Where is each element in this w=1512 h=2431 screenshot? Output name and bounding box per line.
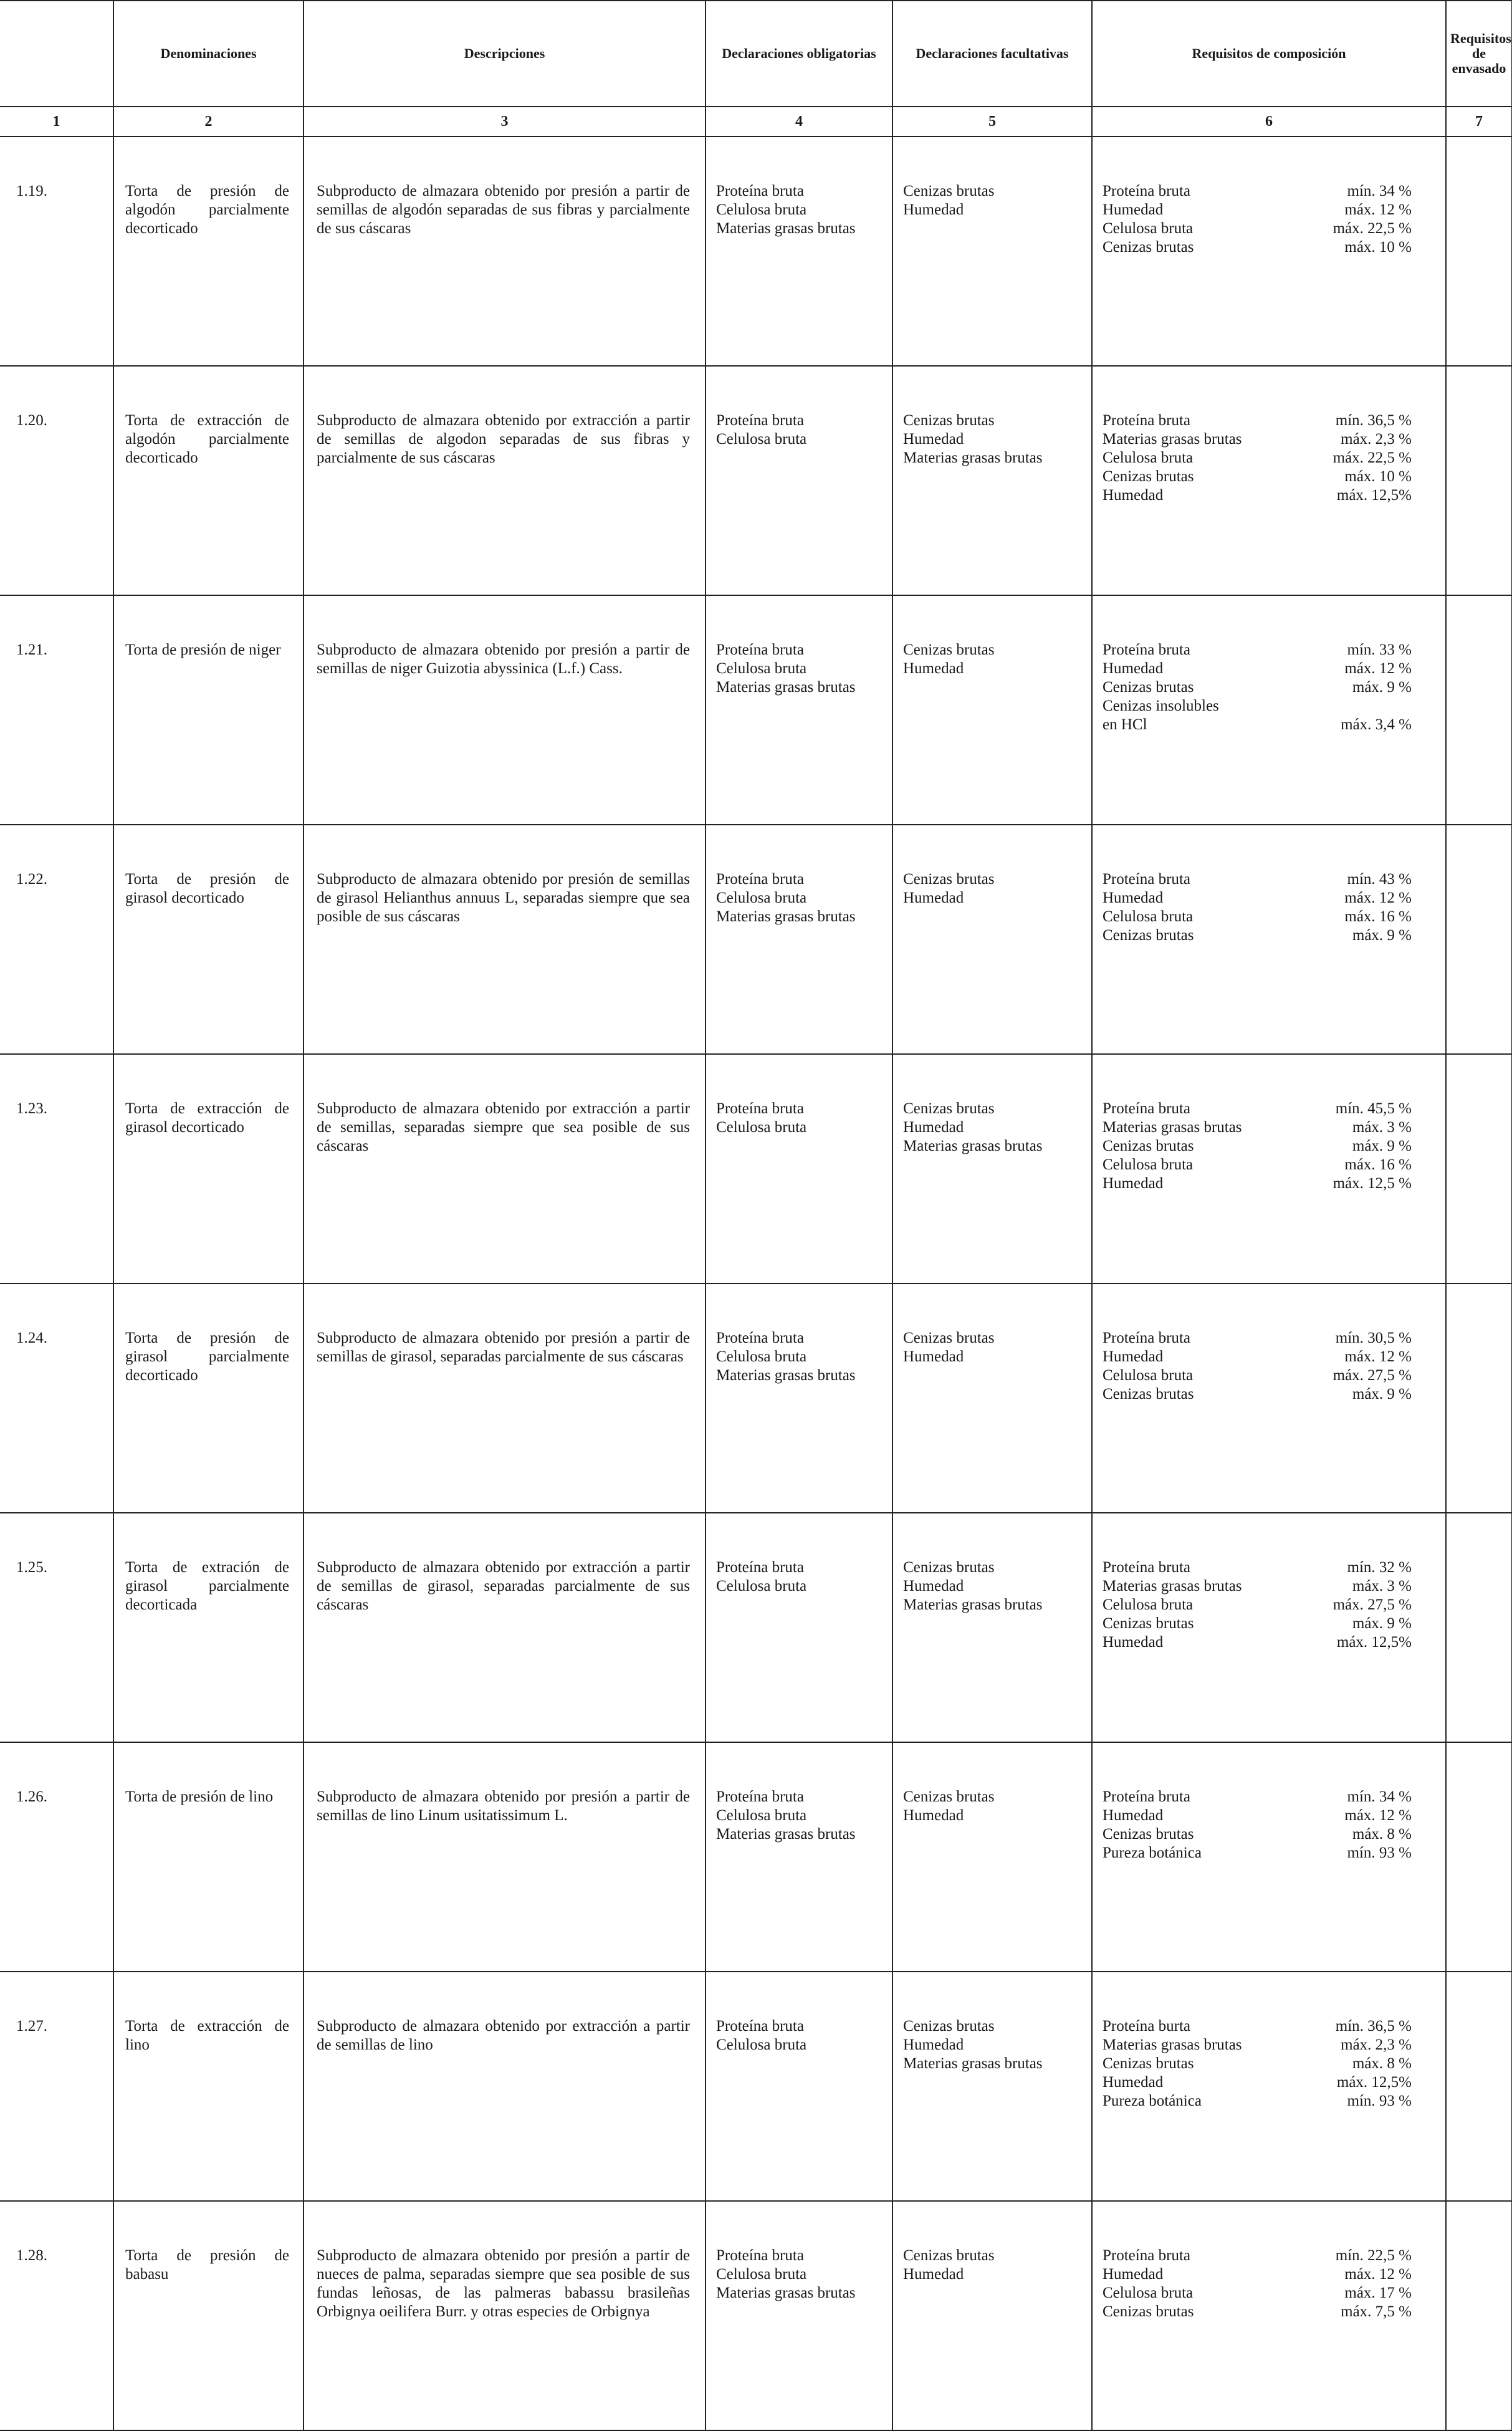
obligatoria-item: Celulosa bruta (716, 201, 807, 218)
requisito-line (1103, 2055, 1437, 2073)
denominacion: Torta de extracción de lino (113, 1972, 304, 2201)
requisito-line (1103, 2265, 1437, 2284)
facultativa-item: Humedad (903, 1578, 964, 1594)
declaraciones-facultativas (892, 1513, 1092, 1742)
requisito-value: máx. 7,5 % (1341, 2303, 1412, 2320)
requisito-line (1103, 1174, 1437, 1193)
declaraciones-obligatorias (706, 1742, 892, 1972)
requisito-label: Humedad (1103, 1175, 1164, 1192)
requisito-value: máx. 3 % (1352, 1578, 1412, 1594)
facultativa-item: Cenizas brutas (903, 1100, 995, 1117)
requisito-value: mín. 93 % (1347, 2093, 1412, 2109)
facultativa-item: Materias grasas brutas (903, 1596, 1043, 1613)
obligatoria-item: Celulosa bruta (716, 2036, 807, 2053)
requisito-label: Celulosa bruta (1103, 1367, 1194, 1384)
requisito-label: Humedad (1103, 1634, 1164, 1651)
requisito-label: en HCl (1103, 716, 1147, 733)
requisito-line (1103, 467, 1437, 486)
requisito-label: Humedad (1103, 2266, 1164, 2283)
denominacion: Torta de extracción de girasol decorticado (113, 1054, 304, 1283)
denominacion: Torta de presión de girasol parcialmente decorticado (113, 1283, 304, 1513)
requisito-line (1103, 1614, 1437, 1633)
denominacion: Torta de presión de girasol decorticado (113, 825, 304, 1054)
descripcion: Subproducto de almazara obtenido por extracción a partir de semillas, separadas siempre que sea posible de sus cáscaras (304, 1054, 706, 1283)
facultativa-item: Humedad (903, 1807, 964, 1824)
facultativa-item: Materias grasas brutas (903, 1138, 1043, 1154)
obligatoria-item: Materias grasas brutas (716, 1367, 856, 1384)
column-number: 7 (1446, 107, 1512, 137)
requisito-label: Cenizas brutas (1103, 1138, 1194, 1154)
requisito-value: máx. 9 % (1352, 1386, 1412, 1402)
header-requisitos-composicion: Requisitos de composición (1092, 1, 1446, 107)
requisito-value: máx. 22,5 % (1333, 449, 1412, 466)
obligatoria-item: Materias grasas brutas (716, 220, 856, 237)
declaraciones-facultativas (892, 595, 1092, 825)
declaraciones-obligatorias (706, 1972, 892, 2201)
facultativa-item: Humedad (903, 1348, 964, 1365)
obligatoria-item: Celulosa bruta (716, 431, 807, 448)
requisitos-envasado (1446, 1283, 1512, 1513)
requisito-value: máx. 12,5 % (1333, 1175, 1412, 1192)
requisitos-composicion (1092, 1742, 1446, 1972)
requisito-value: mín. 33 % (1347, 641, 1412, 658)
requisitos-envasado (1446, 1972, 1512, 2201)
declaraciones-facultativas (892, 1283, 1092, 1513)
denominacion: Torta de presión de babasu (113, 2201, 304, 2430)
requisito-value: máx. 9 % (1352, 1138, 1412, 1154)
requisitos-composicion (1092, 1283, 1446, 1513)
requisito-label: Humedad (1103, 487, 1164, 504)
requisito-value: máx. 10 % (1344, 468, 1412, 485)
column-number: 4 (706, 107, 892, 137)
table-row (0, 1283, 1512, 1513)
declaraciones-facultativas (892, 1742, 1092, 1972)
obligatoria-item: Proteína bruta (716, 641, 804, 658)
header-denominaciones: Denominaciones (113, 1, 304, 107)
declaraciones-obligatorias (706, 137, 892, 366)
declaraciones-obligatorias (706, 825, 892, 1054)
requisito-label: Proteína bruta (1103, 2247, 1190, 2264)
requisito-line (1103, 2017, 1437, 2036)
requisito-line (1103, 1558, 1437, 1577)
requisito-line (1103, 1596, 1437, 1614)
requisito-value: máx. 12,5% (1336, 487, 1412, 504)
row-number: 1.19. (0, 137, 113, 366)
requisito-label: Cenizas brutas (1103, 2055, 1194, 2072)
requisito-label: Cenizas brutas (1103, 679, 1194, 696)
requisito-value (1412, 697, 1437, 716)
obligatoria-item: Proteína bruta (716, 1100, 804, 1117)
requisito-label: Humedad (1103, 1807, 1164, 1824)
requisito-value: mín. 30,5 % (1335, 1330, 1412, 1346)
declaraciones-obligatorias (706, 366, 892, 595)
requisito-line (1103, 1329, 1437, 1348)
requisito-line (1103, 1156, 1437, 1174)
requisito-line (1103, 2036, 1437, 2055)
obligatoria-item: Proteína bruta (716, 2247, 804, 2264)
requisitos-envasado (1446, 366, 1512, 595)
table-row (0, 825, 1512, 1054)
descripcion: Subproducto de almazara obtenido por presión a partir de semillas de algodón separadas de sus fibras y parcialmente de sus cáscaras (304, 137, 706, 366)
requisito-line (1103, 2303, 1437, 2321)
descripcion: Subproducto de almazara obtenido por presión a partir de semillas de lino Linum usitatissimum L. (304, 1742, 706, 1972)
requisito-label: Cenizas brutas (1103, 927, 1194, 944)
requisitos-envasado (1446, 825, 1512, 1054)
facultativa-item: Cenizas brutas (903, 871, 995, 888)
obligatoria-item: Celulosa bruta (716, 1578, 807, 1594)
requisito-label: Cenizas brutas (1103, 1615, 1194, 1632)
declaraciones-facultativas (892, 366, 1092, 595)
requisito-value: máx. 16 % (1344, 908, 1412, 925)
table-row (0, 1513, 1512, 1742)
requisito-value: mín. 36,5 % (1335, 2018, 1412, 2035)
requisito-label: Pureza botánica (1103, 2093, 1202, 2109)
requisito-line (1103, 889, 1437, 908)
requisitos-composicion (1092, 2201, 1446, 2430)
requisito-line (1103, 1806, 1437, 1825)
requisito-line (1103, 1788, 1437, 1806)
requisito-label: Materias grasas brutas (1103, 2036, 1242, 2053)
requisito-line (1103, 486, 1437, 505)
declaraciones-facultativas (892, 137, 1092, 366)
denominacion: Torta de extración de girasol parcialmente decorticada (113, 1513, 304, 1742)
obligatoria-item: Materias grasas brutas (716, 1826, 856, 1843)
requisito-label: Cenizas brutas (1103, 1386, 1194, 1402)
header-col1 (0, 1, 113, 107)
declaraciones-obligatorias (706, 595, 892, 825)
requisito-label: Proteína bruta (1103, 871, 1190, 888)
requisitos-composicion (1092, 1513, 1446, 1742)
row-number: 1.23. (0, 1054, 113, 1283)
requisito-value: mín. 93 % (1347, 1844, 1412, 1861)
table-row (0, 1742, 1512, 1972)
obligatoria-item: Proteína bruta (716, 1559, 804, 1576)
obligatoria-item: Proteína bruta (716, 412, 804, 429)
requisito-label: Materias grasas brutas (1103, 1119, 1242, 1136)
obligatoria-item: Proteína bruta (716, 871, 804, 888)
requisito-value: máx. 27,5 % (1333, 1596, 1412, 1613)
requisito-line (1103, 926, 1437, 945)
requisito-label: Humedad (1103, 1348, 1164, 1365)
descripcion: Subproducto de almazara obtenido por extracción a partir de semillas de algodon separadas de sus fibras y parcialmente de sus cáscaras (304, 366, 706, 595)
descripcion: Subproducto de almazara obtenido por presión de semillas de girasol Helianthus annuus L, separadas siempre que sea posible de sus cáscaras (304, 825, 706, 1054)
obligatoria-item: Proteína bruta (716, 1788, 804, 1805)
requisito-line (1103, 238, 1437, 257)
facultativa-item: Materias grasas brutas (903, 2055, 1043, 2072)
obligatoria-item: Celulosa bruta (716, 1119, 807, 1136)
declaraciones-obligatorias (706, 1054, 892, 1283)
requisito-value: máx. 8 % (1352, 1826, 1412, 1843)
requisito-line (1103, 182, 1437, 201)
declaraciones-obligatorias (706, 1513, 892, 1742)
requisito-value: máx. 16 % (1344, 1156, 1412, 1173)
obligatoria-item: Proteína bruta (716, 2018, 804, 2035)
descripcion: Subproducto de almazara obtenido por presión a partir de semillas de girasol, separadas parcialmente de sus cáscaras (304, 1283, 706, 1513)
requisito-line (1103, 1844, 1437, 1863)
header-row (0, 1, 1512, 107)
requisito-value: máx. 17 % (1344, 2285, 1412, 2301)
row-number: 1.24. (0, 1283, 113, 1513)
requisito-value: máx. 12,5% (1336, 1634, 1412, 1651)
facultativa-item: Cenizas brutas (903, 641, 995, 658)
requisito-label: Celulosa bruta (1103, 2285, 1194, 2301)
obligatoria-item: Celulosa bruta (716, 2266, 807, 2283)
declaraciones-facultativas (892, 2201, 1092, 2430)
row-number: 1.22. (0, 825, 113, 1054)
declaraciones-facultativas (892, 825, 1092, 1054)
requisito-line (1103, 1366, 1437, 1385)
requisito-label: Humedad (1103, 2074, 1164, 2091)
requisito-label: Celulosa bruta (1103, 1596, 1194, 1613)
requisito-label: Humedad (1103, 201, 1164, 218)
denominacion: Torta de presión de algodón parcialmente decorticado (113, 137, 304, 366)
requisito-line (1103, 870, 1437, 889)
requisito-value: máx. 12 % (1344, 1807, 1412, 1824)
declaraciones-facultativas (892, 1972, 1092, 2201)
requisito-label: Proteína bruta (1103, 1100, 1190, 1117)
requisito-value: máx. 27,5 % (1333, 1367, 1412, 1384)
declaraciones-obligatorias (706, 1283, 892, 1513)
requisito-line (1103, 697, 1437, 716)
requisito-label: Materias grasas brutas (1103, 1578, 1242, 1594)
requisito-line (1103, 201, 1437, 219)
facultativa-item: Cenizas brutas (903, 2247, 995, 2264)
facultativa-item: Cenizas brutas (903, 1330, 995, 1346)
requisito-value: máx. 12,5% (1336, 2074, 1412, 2091)
requisitos-envasado (1446, 1742, 1512, 1972)
facultativa-item: Cenizas brutas (903, 2018, 995, 2035)
requisito-value: mín. 45,5 % (1335, 1100, 1412, 1117)
table-row (0, 1972, 1512, 2201)
requisito-value: mín. 36,5 % (1335, 412, 1412, 429)
facultativa-item: Humedad (903, 889, 964, 906)
column-number-row (0, 107, 1512, 137)
requisito-value: máx. 3,4 % (1341, 716, 1412, 733)
requisito-line (1103, 219, 1437, 238)
obligatoria-item: Celulosa bruta (716, 889, 807, 906)
requisito-line (1103, 1118, 1437, 1137)
facultativa-item: Materias grasas brutas (903, 449, 1043, 466)
obligatoria-item: Celulosa bruta (716, 660, 807, 677)
requisito-label: Celulosa bruta (1103, 908, 1194, 925)
requisito-label: Celulosa bruta (1103, 220, 1194, 237)
requisito-value: máx. 9 % (1352, 927, 1412, 944)
requisitos-envasado (1446, 1054, 1512, 1283)
requisito-label: Cenizas brutas (1103, 239, 1194, 256)
requisito-label: Proteína burta (1103, 2018, 1190, 2035)
column-number: 2 (113, 107, 304, 137)
declaraciones-obligatorias (706, 2201, 892, 2430)
descripcion: Subproducto de almazara obtenido por presión a partir de semillas de niger Guizotia abyssinica (L.f.) Cass. (304, 595, 706, 825)
column-number: 3 (304, 107, 706, 137)
facultativa-item: Humedad (903, 201, 964, 218)
denominacion: Torta de extracción de algodón parcialmente decorticado (113, 366, 304, 595)
requisito-label: Proteína bruta (1103, 1788, 1190, 1805)
requisito-line (1103, 2073, 1437, 2092)
requisito-line (1103, 449, 1437, 467)
requisito-label: Proteína bruta (1103, 641, 1190, 658)
requisito-value: mín. 43 % (1347, 871, 1412, 888)
column-number: 5 (892, 107, 1092, 137)
requisito-line (1103, 1348, 1437, 1366)
requisitos-envasado (1446, 595, 1512, 825)
requisitos-composicion (1092, 137, 1446, 366)
requisito-line (1103, 411, 1437, 430)
row-number: 1.26. (0, 1742, 113, 1972)
row-number: 1.20. (0, 366, 113, 595)
requisito-line (1103, 1633, 1437, 1652)
requisito-line (1103, 1100, 1437, 1118)
requisito-value: máx. 10 % (1344, 239, 1412, 256)
facultativa-item: Humedad (903, 2266, 964, 2283)
requisito-value: máx. 9 % (1352, 679, 1412, 696)
requisito-label: Humedad (1103, 889, 1164, 906)
requisito-line (1103, 2246, 1437, 2265)
descripcion: Subproducto de almazara obtenido por presión a partir de nueces de palma, separadas siempre que sea posible de sus fundas leñosas, de las palmeras babassu brasileñas Orbignya oeilifera Burr. y otras especies de Orbignya (304, 2201, 706, 2430)
requisitos-composicion (1092, 595, 1446, 825)
obligatoria-item: Proteína bruta (716, 1330, 804, 1346)
requisito-line (1103, 678, 1437, 697)
requisitos-composicion (1092, 825, 1446, 1054)
requisitos-composicion (1092, 1054, 1446, 1283)
header-descripciones: Descripciones (304, 1, 706, 107)
requisitos-envasado (1446, 1513, 1512, 1742)
requisito-label: Cenizas brutas (1103, 2303, 1194, 2320)
obligatoria-item: Materias grasas brutas (716, 908, 856, 925)
requisito-value: mín. 34 % (1347, 183, 1412, 199)
requisito-line (1103, 1577, 1437, 1596)
requisito-line (1103, 2092, 1437, 2111)
requisito-label: Proteína bruta (1103, 1559, 1190, 1576)
requisito-value: máx. 12 % (1344, 201, 1412, 218)
requisito-line (1103, 716, 1437, 734)
table-row (0, 137, 1512, 366)
obligatoria-item: Materias grasas brutas (716, 2285, 856, 2301)
requisito-line (1103, 2284, 1437, 2303)
requisito-value: máx. 22,5 % (1333, 220, 1412, 237)
requisito-label: Celulosa bruta (1103, 1156, 1194, 1173)
facultativa-item: Humedad (903, 431, 964, 448)
denominacion: Torta de presión de lino (113, 1742, 304, 1972)
facultativa-item: Cenizas brutas (903, 183, 995, 199)
requisitos-composicion (1092, 366, 1446, 595)
facultativa-item: Cenizas brutas (903, 1559, 995, 1576)
requisito-line (1103, 1137, 1437, 1156)
requisito-value: máx. 12 % (1344, 1348, 1412, 1365)
row-number: 1.21. (0, 595, 113, 825)
requisito-label: Proteína bruta (1103, 412, 1190, 429)
requisito-value: máx. 12 % (1344, 889, 1412, 906)
requisito-label: Proteína bruta (1103, 183, 1190, 199)
facultativa-item: Humedad (903, 1119, 964, 1136)
requisito-label: Pureza botánica (1103, 1844, 1202, 1861)
column-number: 6 (1092, 107, 1446, 137)
requisitos-envasado (1446, 137, 1512, 366)
column-number: 1 (0, 107, 113, 137)
requisito-label: Materias grasas brutas (1103, 431, 1242, 448)
table-row (0, 2201, 1512, 2430)
table-row (0, 595, 1512, 825)
header-declaraciones-obligatorias: Declaraciones obligatorias (706, 1, 892, 107)
obligatoria-item: Proteína bruta (716, 183, 804, 199)
requisito-line (1103, 641, 1437, 659)
requisito-label: Proteína bruta (1103, 1330, 1190, 1346)
requisito-label: Celulosa bruta (1103, 449, 1194, 466)
requisito-value: máx. 9 % (1352, 1615, 1412, 1632)
requisitos-envasado (1446, 2201, 1512, 2430)
requisito-line (1103, 1385, 1437, 1404)
facultativa-item: Humedad (903, 2036, 964, 2053)
denominacion: Torta de presión de niger (113, 595, 304, 825)
requisito-label: Cenizas brutas (1103, 468, 1194, 485)
header-declaraciones-facultativas: Declaraciones facultativas (892, 1, 1092, 107)
descripcion: Subproducto de almazara obtenido por extracción a partir de semillas de lino (304, 1972, 706, 2201)
requisito-value: mín. 32 % (1347, 1559, 1412, 1576)
requisito-label: Cenizas insolubles (1103, 698, 1219, 714)
requisito-line (1103, 1825, 1437, 1844)
facultativa-item: Cenizas brutas (903, 412, 995, 429)
row-number: 1.25. (0, 1513, 113, 1742)
requisito-value: mín. 22,5 % (1335, 2247, 1412, 2264)
requisito-value: máx. 8 % (1352, 2055, 1412, 2072)
descripcion: Subproducto de almazara obtenido por extracción a partir de semillas de girasol, separadas parcialmente de sus cáscaras (304, 1513, 706, 1742)
facultativa-item: Humedad (903, 660, 964, 677)
requisito-line (1103, 659, 1437, 678)
requisito-value: mín. 34 % (1347, 1788, 1412, 1805)
obligatoria-item: Celulosa bruta (716, 1348, 807, 1365)
declaraciones-facultativas (892, 1054, 1092, 1283)
requisito-value: máx. 3 % (1352, 1119, 1412, 1136)
obligatoria-item: Materias grasas brutas (716, 679, 856, 696)
obligatoria-item: Celulosa bruta (716, 1807, 807, 1824)
requisito-value: máx. 12 % (1344, 660, 1412, 677)
row-number: 1.27. (0, 1972, 113, 2201)
requisitos-composicion (1092, 1972, 1446, 2201)
table-row (0, 1054, 1512, 1283)
requisito-line (1103, 430, 1437, 449)
facultativa-item: Cenizas brutas (903, 1788, 995, 1805)
row-number: 1.28. (0, 2201, 113, 2430)
table-row (0, 366, 1512, 595)
header-requisitos-envasado: Requisitos de envasado (1446, 1, 1512, 107)
requisito-line (1103, 908, 1437, 926)
requisito-value: máx. 2,3 % (1341, 2036, 1412, 2053)
requisito-value: máx. 2,3 % (1341, 431, 1412, 448)
requisito-label: Cenizas brutas (1103, 1826, 1194, 1843)
requisito-label: Humedad (1103, 660, 1164, 677)
requisito-value: máx. 12 % (1344, 2266, 1412, 2283)
